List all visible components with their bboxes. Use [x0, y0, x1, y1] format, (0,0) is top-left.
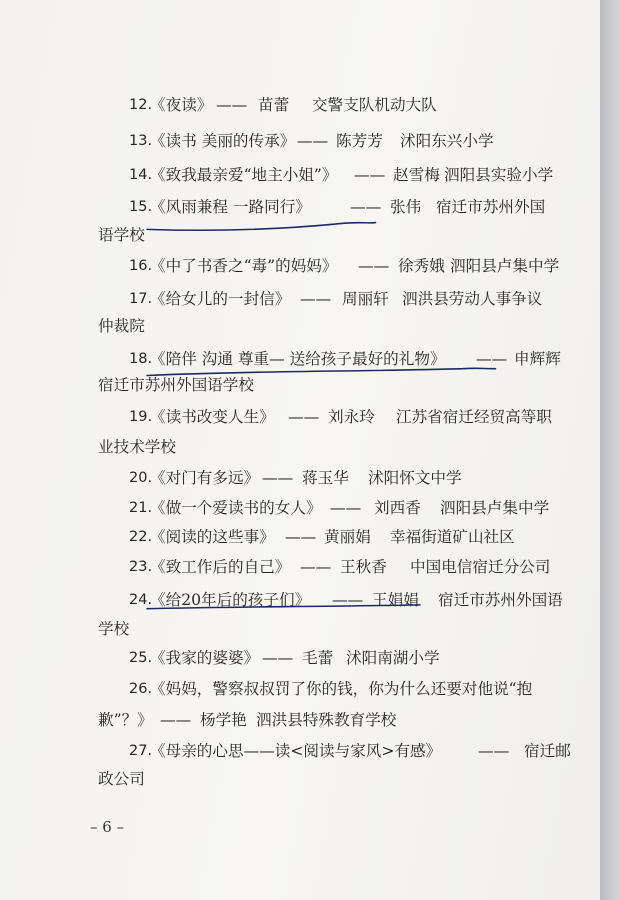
entry-title: 《做一个爱读书的女人》: [150, 499, 322, 517]
entry-author: 申辉辉: [514, 350, 561, 368]
page-edge-shadow: [600, 0, 620, 900]
entry-title: 《给女儿的一封信》: [150, 290, 291, 308]
entry-author: 杨学艳: [200, 711, 247, 729]
entry-org: 泗洪县劳动人事争议: [402, 290, 543, 308]
entry-dash: ——: [476, 350, 508, 368]
entry-org-continued: 仲裁院: [98, 317, 145, 335]
entry-title: 《我家的婆婆》: [150, 649, 260, 667]
entry-title: 《致工作后的自己》: [150, 558, 291, 576]
entry-dash: ——: [332, 591, 364, 609]
entry-org: 沭阳东兴小学: [400, 132, 494, 150]
entry-org-continued: 政公司: [98, 770, 145, 788]
entry-number: 18.: [129, 351, 153, 367]
entry-org: 沭阳南湖小学: [346, 649, 440, 667]
entry-author: 张伟: [390, 198, 422, 216]
entry-title: 《夜读》: [150, 96, 213, 114]
entry-dash: ——: [297, 132, 329, 150]
entry-title: 《妈妈，警察叔叔罚了你的钱，你为什么还要对他说“抱: [150, 680, 533, 698]
entry-author: 苗蕾: [258, 96, 290, 114]
entry-author: 刘西香: [374, 499, 421, 517]
entry-title: 《对门有多远》: [150, 469, 260, 487]
entry-number: 27.: [129, 743, 153, 759]
entry-number: 16.: [129, 258, 153, 274]
entry-org-continued: 宿迁市苏州外国语学校: [98, 376, 254, 394]
entry-title: 《母亲的心思——读<阅读与家风>有感》: [150, 742, 442, 760]
entry-dash: ——: [300, 290, 332, 308]
entry-number: 15.: [129, 199, 153, 215]
entry-dash: ——: [262, 649, 294, 667]
entry-author: 徐秀娥: [398, 257, 445, 275]
entry-number: 21.: [129, 500, 153, 516]
entry-title-continued: 歉”？》: [98, 711, 153, 729]
entry-org: 宿迁市苏州外国语: [438, 591, 563, 609]
entry-org: 泗洪县特殊教育学校: [256, 711, 397, 729]
entry-org: 交警支队机动大队: [312, 96, 437, 114]
entry-author: 周丽轩: [342, 290, 389, 308]
entry-title: 《读书 美丽的传承》: [150, 132, 296, 150]
page-number: – 6 –: [90, 818, 125, 836]
entry-author: 王娟娟: [372, 591, 419, 609]
entry-title: 《阅读的这些事》: [150, 528, 275, 546]
entry-dash: ——: [216, 96, 248, 114]
entry-title: 《陪伴 沟通 尊重— 送给孩子最好的礼物》: [150, 350, 446, 368]
entry-number: 19.: [129, 409, 153, 425]
entry-author: 王秋香: [340, 558, 387, 576]
entry-title: 《风雨兼程 一路同行》: [150, 198, 311, 216]
entry-title: 《中了书香之“毒”的妈妈》: [150, 257, 338, 275]
entry-number: 25.: [129, 650, 153, 666]
entry-number: 20.: [129, 470, 153, 486]
entry-author: 赵雪梅: [393, 166, 440, 184]
entry-author: 毛蕾: [302, 649, 334, 667]
entry-dash: ——: [300, 558, 332, 576]
entry-org: 宿迁市苏州外国: [436, 198, 546, 216]
entry-dash: ——: [478, 742, 510, 760]
entry-number: 13.: [129, 133, 153, 149]
entry-number: 17.: [129, 291, 153, 307]
entry-org: 泗阳县卢集中学: [440, 499, 550, 517]
entry-dash: ——: [262, 469, 294, 487]
entry-org: 江苏省宿迁经贸高等职: [396, 408, 552, 426]
entry-title: 《读书改变人生》: [150, 408, 275, 426]
entry-author: 刘永玲: [328, 408, 375, 426]
entry-dash: ——: [288, 408, 320, 426]
entry-number: 14.: [129, 167, 153, 183]
entry-author: 黄丽娟: [324, 528, 371, 546]
entry-dash: ——: [354, 166, 386, 184]
entry-author: 蒋玉华: [302, 469, 349, 487]
entry-number: 22.: [129, 529, 153, 545]
entry-title: 《给20年后的孩子们》: [150, 591, 311, 609]
entry-dash: ——: [358, 257, 390, 275]
entry-org: 泗阳县实验小学: [444, 166, 554, 184]
entry-org: 中国电信宿迁分公司: [410, 558, 551, 576]
entry-author: 陈芳芳: [336, 132, 383, 150]
entry-org: 宿迁邮: [524, 742, 571, 760]
entry-number: 24.: [129, 592, 153, 608]
entry-org-continued: 学校: [98, 620, 130, 638]
entry-org-continued: 语学校: [98, 226, 145, 244]
entry-number: 23.: [129, 559, 153, 575]
entry-org: 泗阳县卢集中学: [450, 257, 560, 275]
entry-number: 12.: [129, 97, 153, 113]
entry-number: 26.: [129, 681, 153, 697]
entry-dash: ——: [285, 528, 317, 546]
entry-title: 《致我最亲爱“地主小姐”》: [150, 166, 338, 184]
entry-dash: ——: [160, 711, 192, 729]
entry-org-continued: 业技术学校: [98, 438, 176, 456]
entry-dash: ——: [350, 198, 382, 216]
entry-org: 沭阳怀文中学: [368, 469, 462, 487]
entry-dash: ——: [330, 499, 362, 517]
entry-org: 幸福街道矿山社区: [390, 528, 515, 546]
